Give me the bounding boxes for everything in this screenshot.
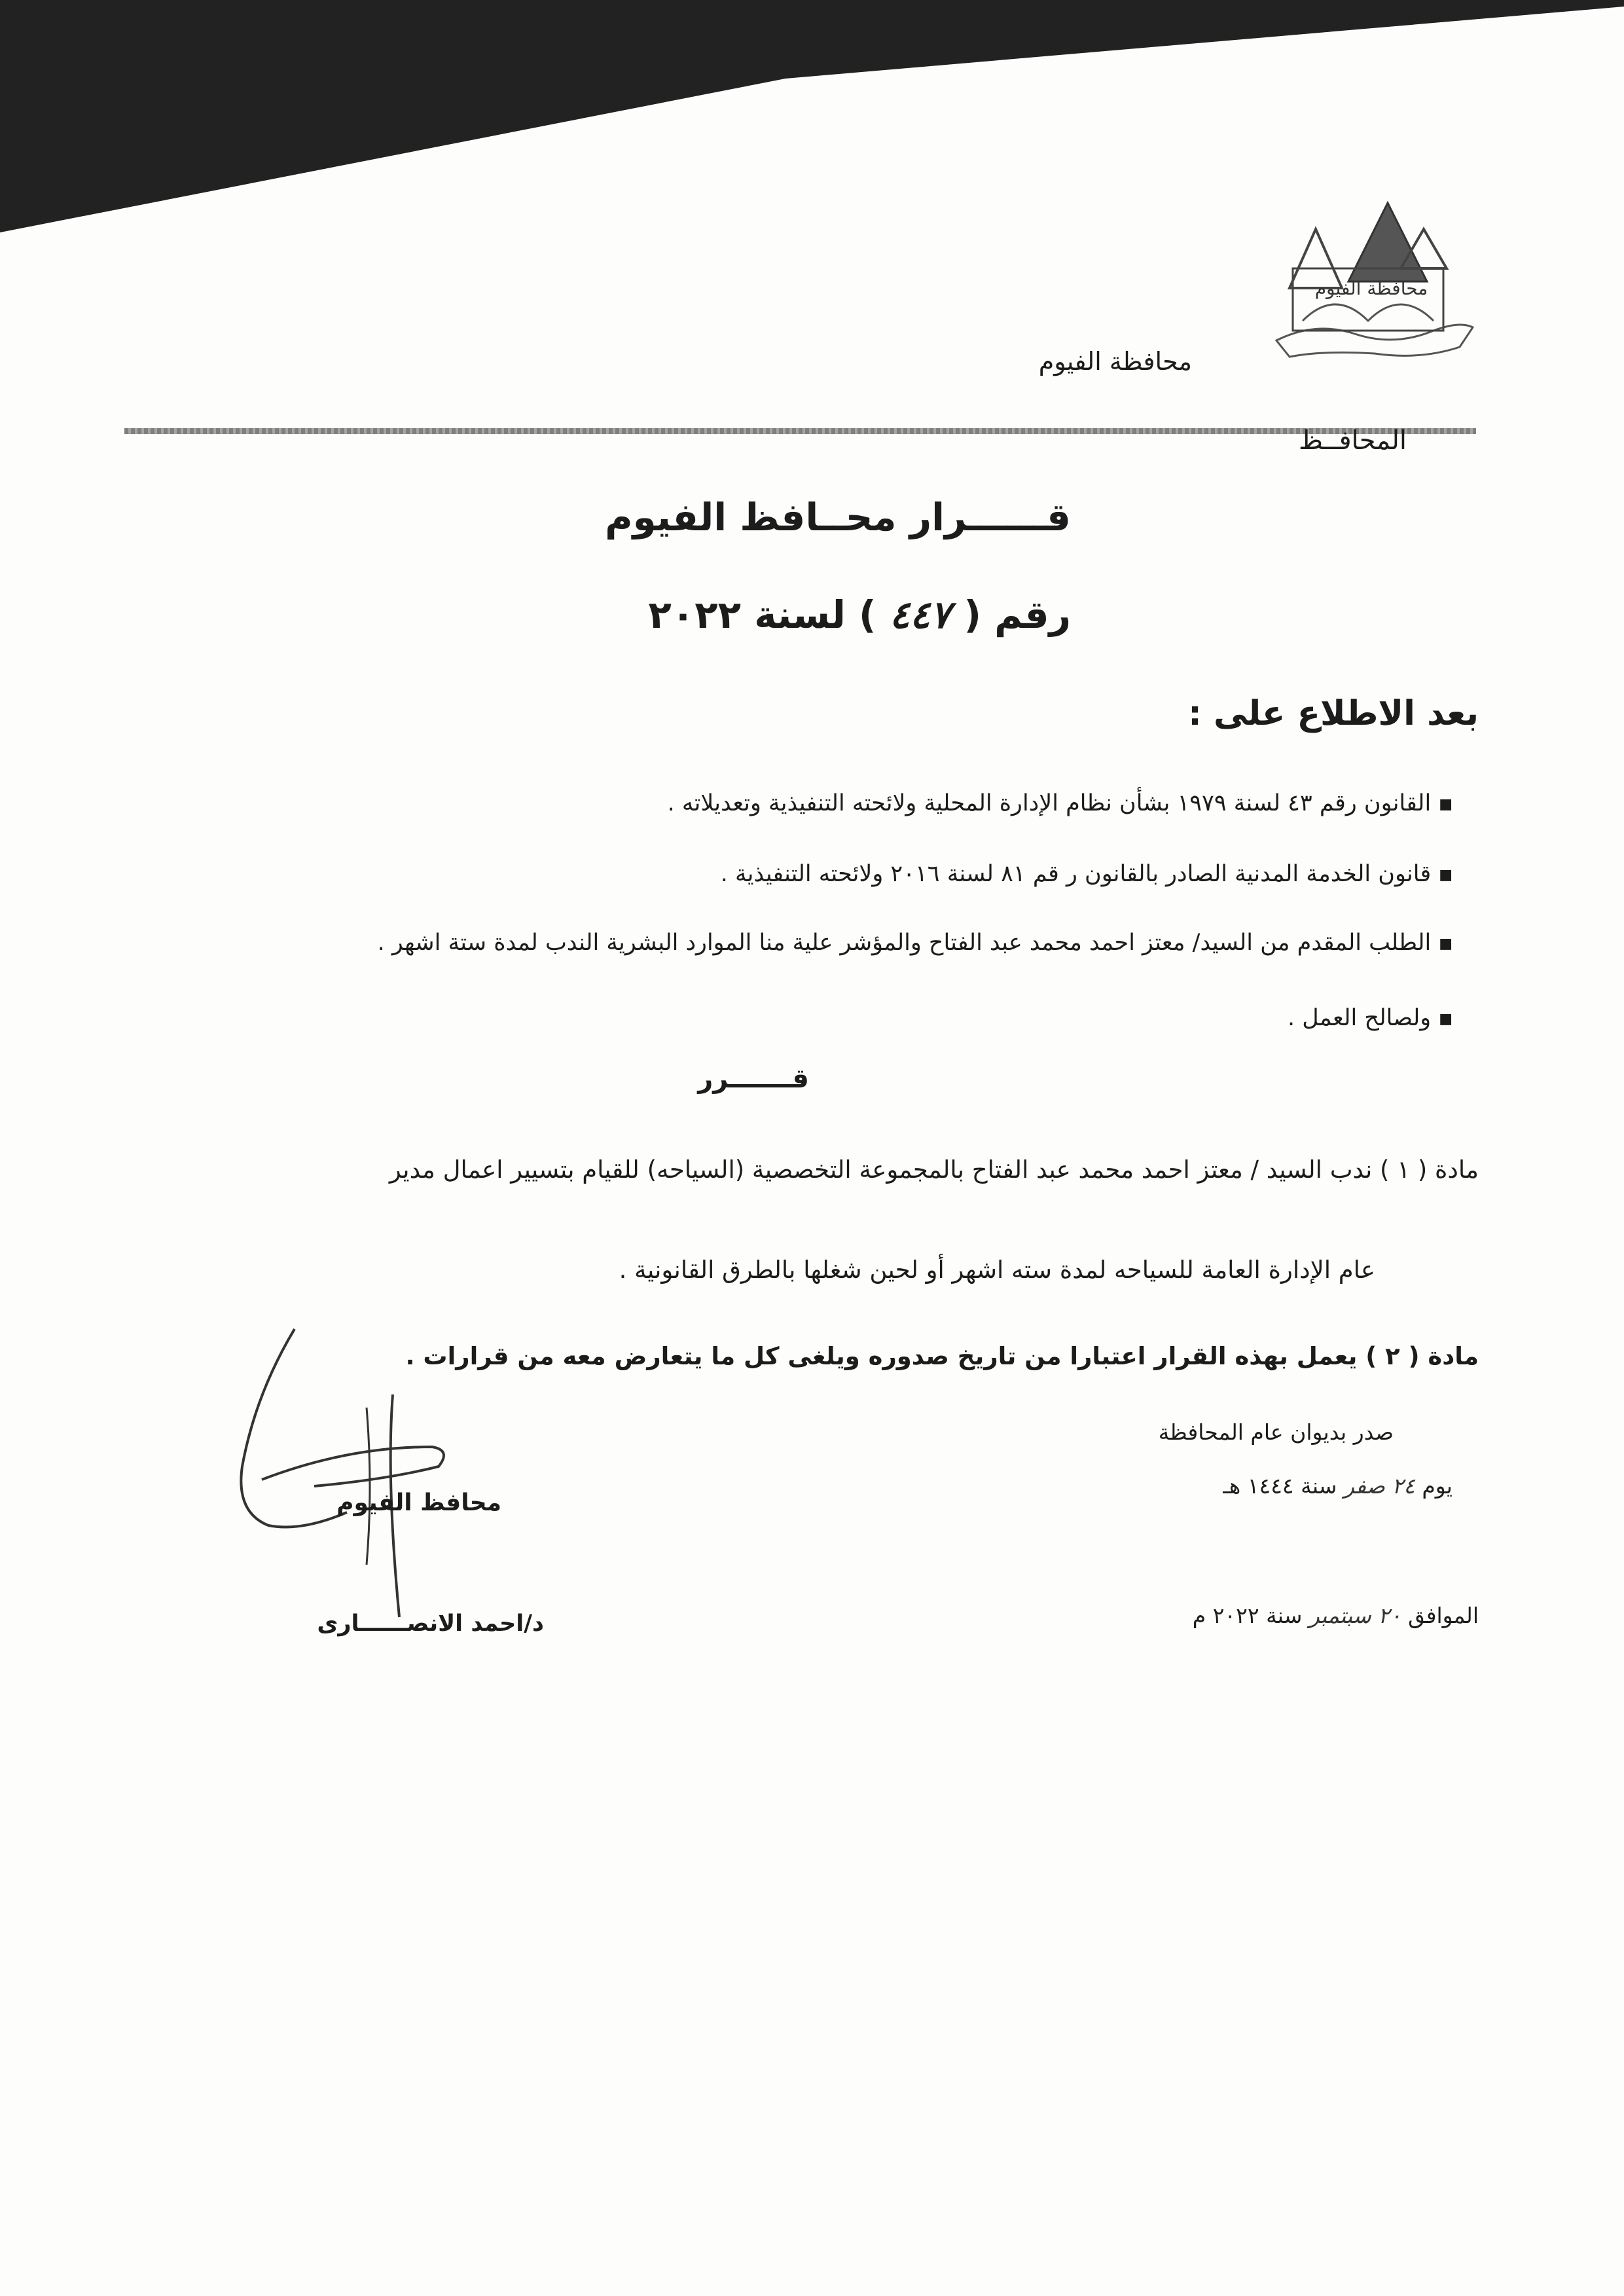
article-2: مادة ( ٢ ) يعمل بهذه القرار اعتبارا من تاريخ صدوره ويلغى كل ما يتعارض معه من قرارات . xyxy=(405,1342,1479,1370)
day-label: يوم xyxy=(1422,1473,1453,1499)
decree-title: قــــــرار محــافظ الفيوم xyxy=(605,495,1071,539)
decree-number-suffix: ) لسنة ٢٠٢٢ xyxy=(648,592,876,637)
logo-text: محافظة الفيوم xyxy=(1314,278,1428,299)
gregorian-year: سنة ٢٠٢٢ م xyxy=(1192,1603,1303,1628)
bullet-icon: ■ xyxy=(1439,866,1453,883)
reference-item xyxy=(721,861,1453,887)
preamble-heading: بعد الاطلاع على : xyxy=(1188,694,1479,733)
handwritten-signature xyxy=(216,1316,524,1624)
signatory-title: محافظ الفيوم xyxy=(336,1489,501,1516)
decree-number-line xyxy=(648,592,1071,637)
header-divider xyxy=(124,428,1476,434)
bullet-icon: ■ xyxy=(1439,935,1453,952)
article-1: مادة ( ١ ) ندب السيد / معتز احمد محمد عبد الفتاح بالمجموعة التخصصية (السياحه) للقيام بتسيير اعمال مدير xyxy=(389,1156,1479,1184)
signatory-name: د/احمد الانصــــــارى xyxy=(317,1611,544,1637)
reference-item xyxy=(378,930,1453,956)
reference-item xyxy=(668,790,1453,816)
reference-text: القانون رقم ٤٣ لسنة ١٩٧٩ بشأن نظام الإدارة المحلية ولائحته التنفيذية وتعديلاته . xyxy=(667,790,1432,816)
article-1-continued: عام الإدارة العامة للسياحه لمدة سته اشهر أو لحين شغلها بالطرق القانونية . xyxy=(619,1256,1375,1284)
governorate-name: محافظة الفيوم xyxy=(1038,347,1192,376)
office-label: المحافــظ xyxy=(1299,426,1407,456)
decree-number: ٤٤٧ xyxy=(889,592,951,637)
gregorian-label: الموافق xyxy=(1408,1603,1479,1628)
decree-number-prefix: رقم ( xyxy=(964,592,1071,637)
gregorian-handwritten: ٢٠ سبتمبر xyxy=(1308,1603,1401,1628)
decides-heading: قـــــــرر xyxy=(698,1064,809,1094)
day-handwritten: ٢٤ صفر xyxy=(1343,1473,1415,1499)
reference-item xyxy=(1288,1005,1453,1031)
bullet-icon: ■ xyxy=(1439,795,1453,812)
gregorian-date-line xyxy=(1193,1603,1479,1628)
governorate-logo xyxy=(1263,190,1479,367)
reference-text: ولصالح العمل . xyxy=(1287,1005,1432,1031)
hijri-date-line xyxy=(1223,1473,1453,1499)
bullet-icon: ■ xyxy=(1439,1010,1453,1027)
issued-at: صدر بديوان عام المحافظة xyxy=(1158,1419,1394,1445)
hijri-year: سنة ١٤٤٤ هـ xyxy=(1223,1473,1337,1499)
reference-text: قانون الخدمة المدنية الصادر بالقانون ر قم ٨١ لسنة ٢٠١٦ ولائحته التنفيذية . xyxy=(720,861,1432,887)
reference-text: الطلب المقدم من السيد/ معتز احمد محمد عبد الفتاح والمؤشر علية منا الموارد البشرية الندب لمدة ستة اشهر . xyxy=(377,930,1432,956)
